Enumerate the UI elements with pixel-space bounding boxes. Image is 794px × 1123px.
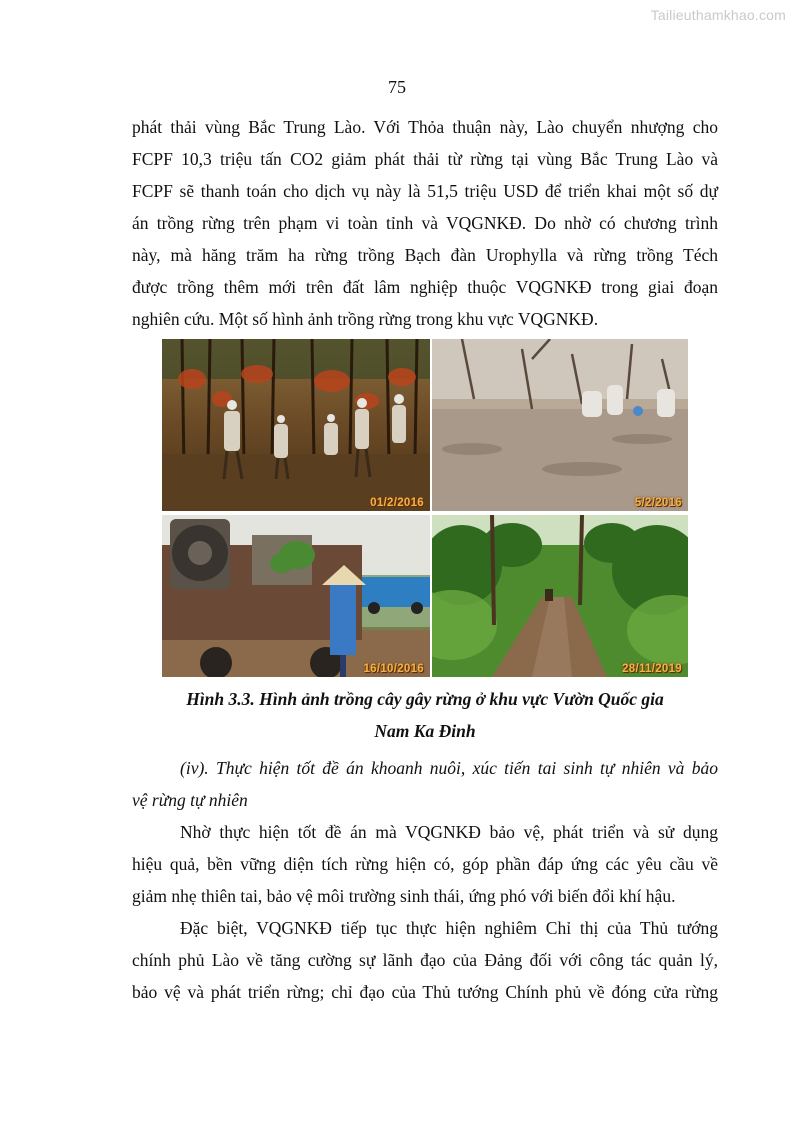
text-line: FCPF 10,3 triệu tấn CO2 giảm phát thải từ rừng tại vùng Bắc Trung Lào và: [132, 149, 718, 169]
cleared-land-photo: [432, 339, 688, 511]
text-line: FCPF sẽ thanh toán cho dịch vụ này là 51,5 triệu USD để triển khai một số dự: [132, 181, 718, 201]
photo-date-stamp: 5/2/2016: [634, 497, 682, 509]
forest-road-photo: [432, 515, 688, 677]
text-line: này, mà hăng trăm ha rừng trồng Bạch đàn Urophylla và rừng trồng Téch: [132, 245, 718, 265]
photo-date-stamp: 28/11/2019: [622, 663, 682, 675]
section-heading-line-2: vệ rừng tự nhiên: [132, 790, 248, 810]
text-line: giảm nhẹ thiên tai, bảo vệ môi trường sinh thái, ứng phó với biến đổi khí hậu.: [132, 886, 676, 906]
text-line: nghiên cứu. Một số hình ảnh trồng rừng trong khu vực VQGNKĐ.: [132, 309, 599, 329]
text-line: được trồng thêm mới trên đất lâm nghiệp thuộc VQGNKĐ trong giai đoạn: [132, 277, 718, 297]
planting-workers-photo: [162, 339, 430, 511]
text-line: hiệu quả, bền vững diện tích rừng hiện có, góp phần đáp ứng các yêu cầu về: [132, 854, 718, 874]
page-number: 75: [388, 77, 406, 97]
text-line: án trồng rừng trên phạm vi toàn tỉnh và VQGNKĐ. Do nhờ có chương trình: [132, 213, 718, 233]
seedling-truck-photo: [162, 515, 430, 677]
figure-caption-line-2: Nam Ka Đinh: [374, 721, 476, 741]
photo-date-stamp: 01/2/2016: [370, 497, 424, 509]
text-line: bảo vệ và phát triển rừng; chỉ đạo của Thủ tướng Chính phủ về đóng cửa rừng: [132, 982, 718, 1002]
text-line: Nhờ thực hiện tốt đề án mà VQGNKĐ bảo vệ, phát triển và sử dụng: [180, 822, 718, 842]
section-heading-line-1: (iv). Thực hiện tốt đề án khoanh nuôi, xúc tiến tai sinh tự nhiên và bảo: [180, 758, 718, 778]
figure-caption-line-1: Hình 3.3. Hình ảnh trồng cây gây rừng ở khu vực Vườn Quốc gia: [186, 689, 664, 709]
text-line: Đặc biệt, VQGNKĐ tiếp tục thực hiện nghiêm Chỉ thị của Thủ tướng: [180, 918, 718, 938]
figure-photo-grid: [162, 339, 688, 677]
photo-date-stamp: 16/10/2016: [363, 663, 424, 675]
text-line: phát thải vùng Bắc Trung Lào. Với Thỏa thuận này, Lào chuyển nhượng cho: [132, 117, 718, 137]
watermark: Tailieuthamkhao.com: [650, 7, 786, 23]
text-line: chính phủ Lào về tăng cường sự lãnh đạo của Đảng đối với công tác quản lý,: [132, 950, 718, 970]
